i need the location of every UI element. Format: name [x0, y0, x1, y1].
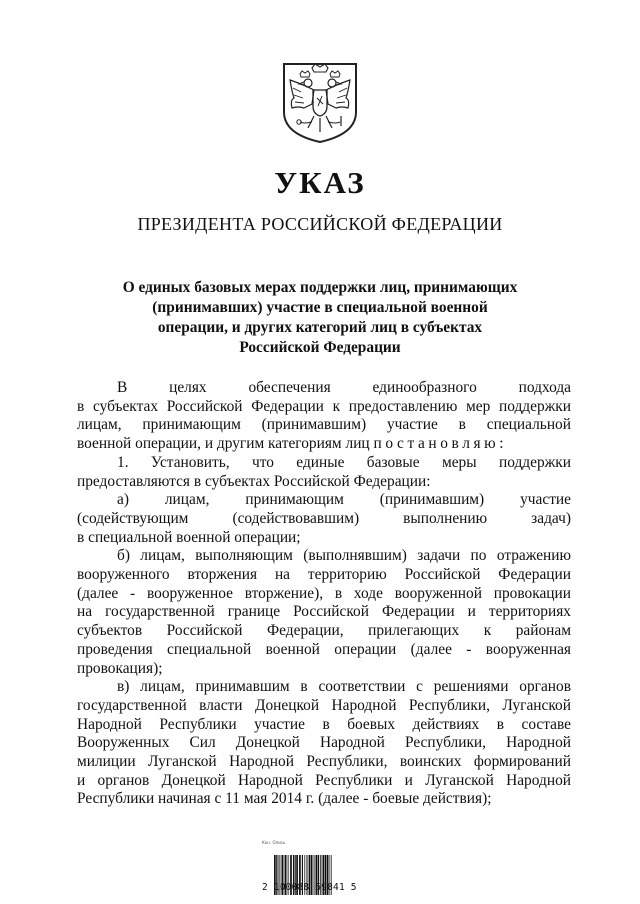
- title-line: операции, и других категорий лиц в субъектах: [157, 319, 483, 336]
- body-line: а) лицам, принимающим (принимавшим) участие: [117, 491, 571, 509]
- body-line: б) лицам, выполняющим (выполнявшим) задачи по отражению: [117, 547, 571, 565]
- body-line: предоставляются в субъектах Российской Федерации:: [77, 472, 431, 490]
- body-line: 1. Установить, что единые базовые меры поддержки: [117, 453, 571, 471]
- document-type: УКАЗ: [274, 165, 366, 200]
- body-line: в) лицам, принимавшим в соответствии с решениями органов: [117, 678, 571, 696]
- russian-coat-of-arms-icon: [278, 58, 362, 144]
- body-line: Вооруженных Сил Донецкой Народной Республики, Народной: [77, 734, 571, 752]
- body-line: Республики начиная с 11 мая 2014 г. (далее - боевые действия);: [77, 790, 492, 808]
- body-line: [77, 435, 571, 454]
- body-line: (содействующим (содействовавшим) выполнению задач): [77, 509, 571, 527]
- barcode-caption: Кон. Опись: [262, 840, 286, 845]
- barcode-block: [262, 840, 392, 900]
- body-text-segment: военной операции, и другим категориям лиц: [77, 435, 370, 453]
- body-line: в специальной военной операции;: [77, 528, 301, 546]
- barcode-number: 2 100088 69841 5: [262, 882, 357, 893]
- body-line: на государственной границе Российской Федерации и территориях: [77, 603, 571, 621]
- body-line: провокация);: [77, 659, 163, 677]
- body-line: В целях обеспечения единообразного подхода: [117, 379, 571, 396]
- title-line: (принимавших) участие в специальной военной: [152, 299, 488, 316]
- body-line: лицам, принимающим (принимавшим) участие в специальной: [77, 416, 571, 434]
- body-line: субъектов Российской Федерации, прилегающих к районам: [77, 622, 571, 640]
- body-line: вооруженного вторжения на территорию Российской Федерации: [77, 566, 571, 584]
- body-line: (далее - вооруженное вторжение), в ходе вооруженной провокации: [77, 584, 571, 602]
- body-line: Народной Республики участие в боевых действиях в составе: [77, 715, 571, 733]
- document-title: [110, 278, 530, 358]
- title-line: О единых базовых мерах поддержки лиц, принимающих: [122, 279, 518, 296]
- title-line: Российской Федерации: [239, 339, 401, 356]
- body-line: государственной власти Донецкой Народной Республики, Луганской: [77, 696, 571, 714]
- body-line: и органов Донецкой Народной Республики и Луганской Народной: [77, 771, 571, 789]
- body-line: проведения специальной военной операции (далее - вооруженная: [77, 640, 571, 658]
- body-line: милиции Луганской Народной Республики, воинских формирований: [77, 753, 571, 771]
- body-line: в субъектах Российской Федерации к предоставлению мер поддержки: [77, 397, 571, 415]
- issuer-title: ПРЕЗИДЕНТА РОССИЙСКОЙ ФЕДЕРАЦИИ: [137, 214, 503, 234]
- decree-word: постановляю:: [373, 435, 508, 453]
- decree-body: [77, 379, 571, 809]
